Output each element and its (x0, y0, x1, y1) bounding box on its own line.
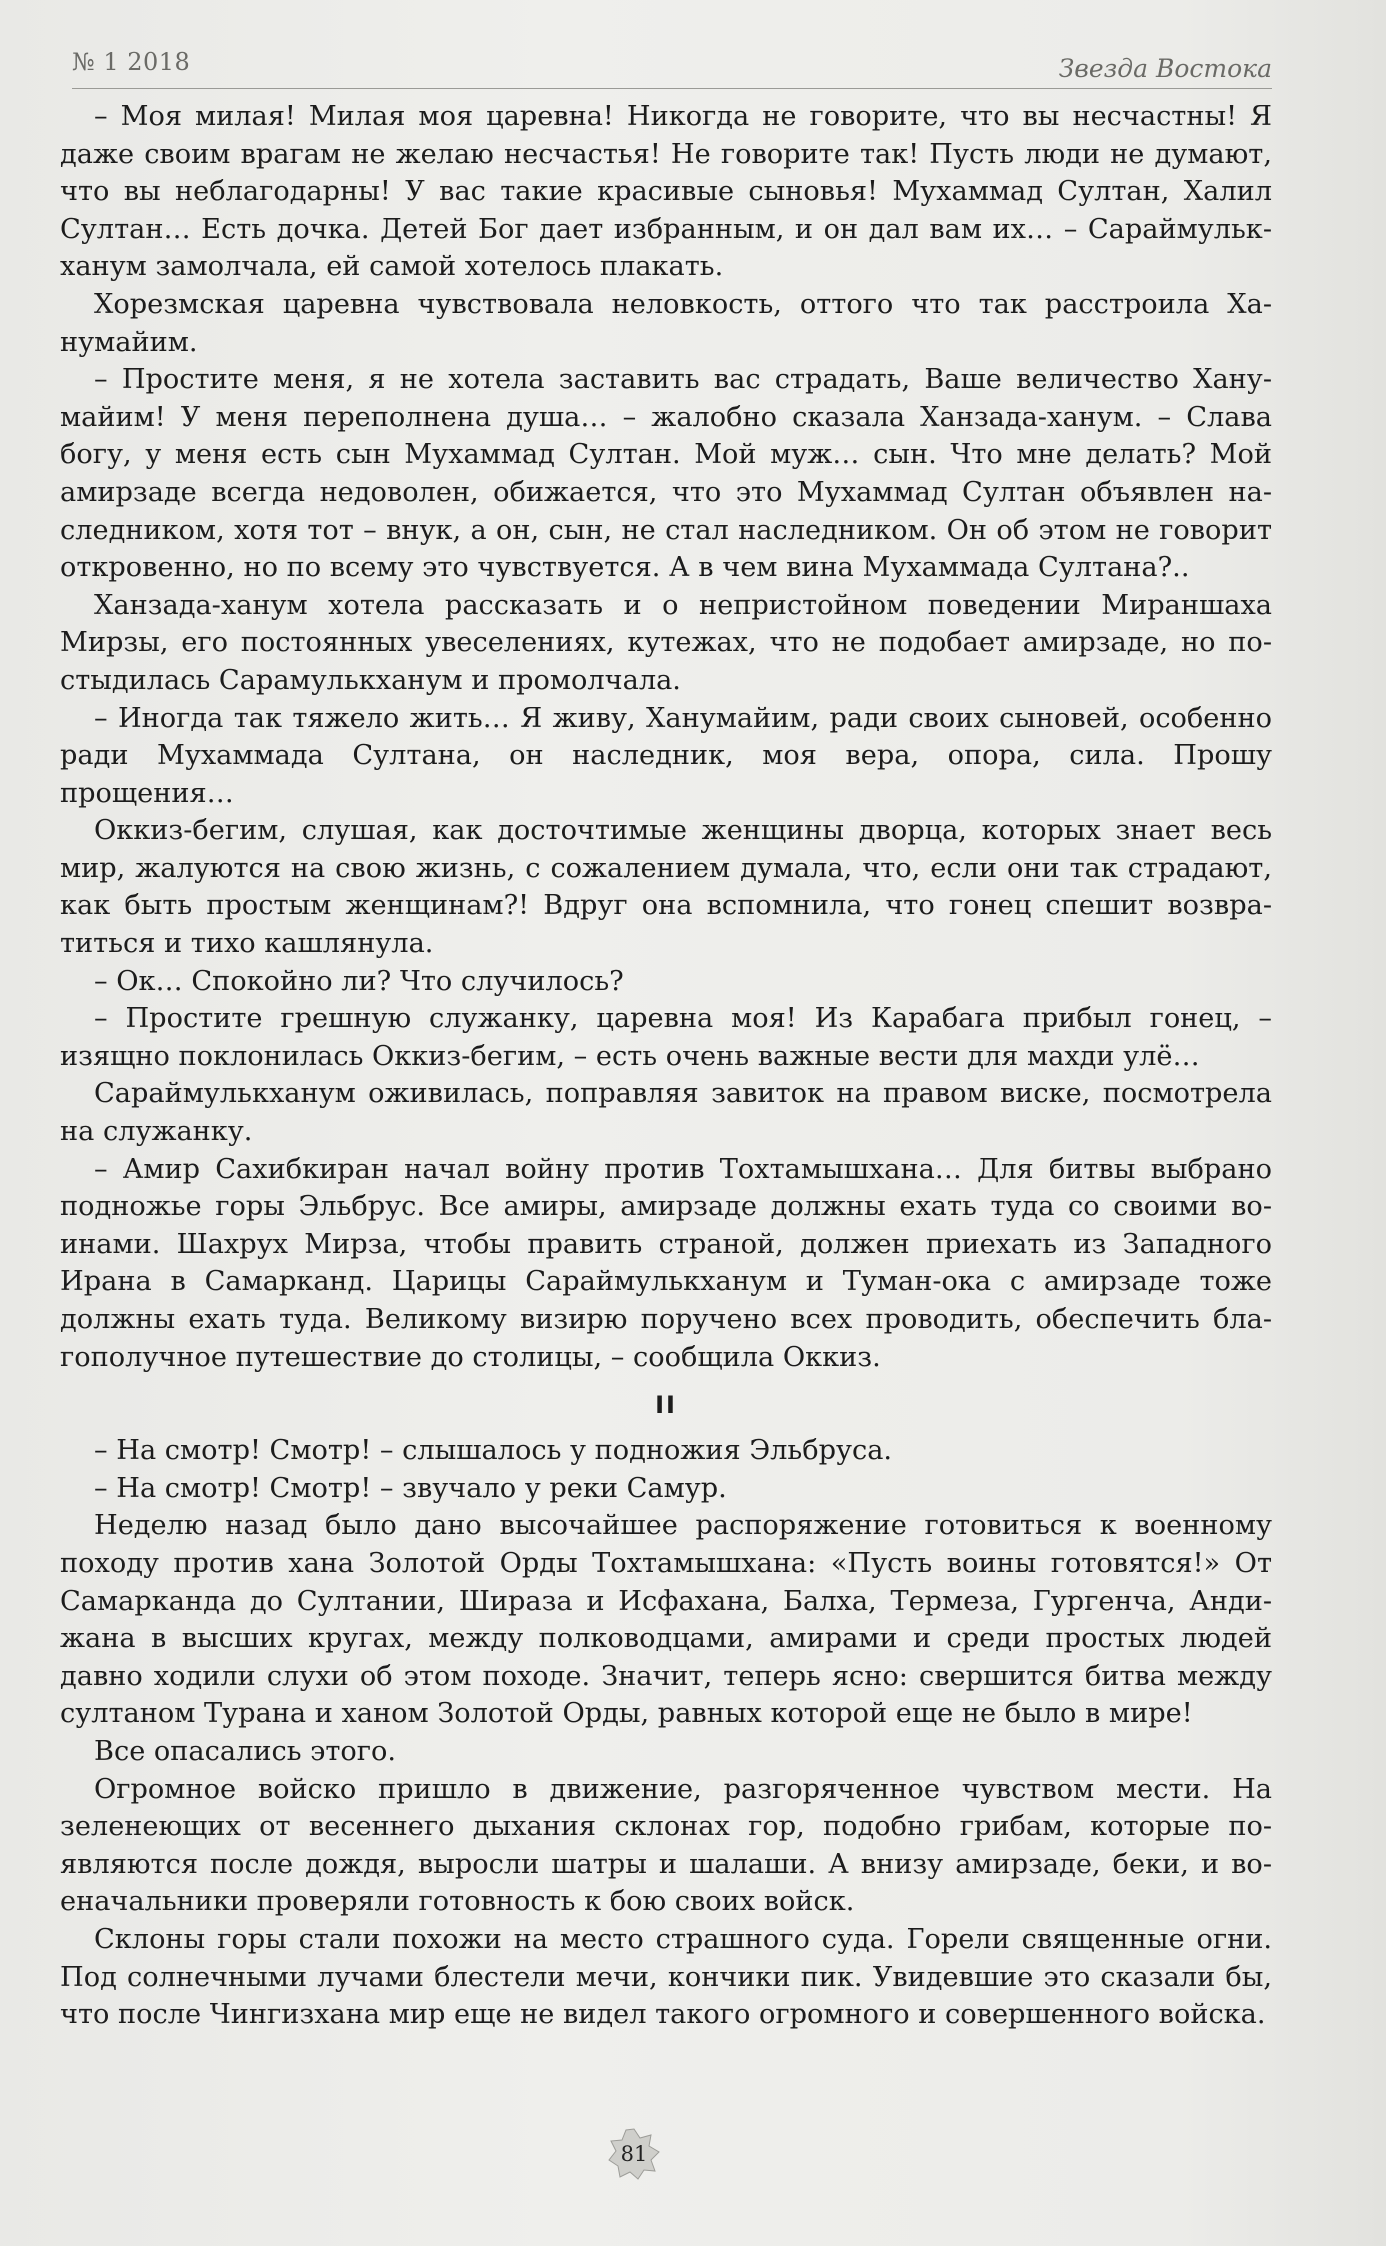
paragraph: Неделю назад было дано высочайшее распоряжение готовиться к военному походу против хана Золотой Орды Тохтамышхана: «Пусть воины готовятся!» От Самарканда до Султании, Шираза и Исфахана, Балха, Термеза, Гургенча, Андижана в высших кругах, между полководцами, амирами и среди простых людей давно ходили слухи об этом походе. Значит, теперь ясно: свершится битва между султаном Турана и ханом Золотой Орды, равных которой еще не было в мире! (60, 1510, 1272, 1730)
paragraph: Хорезмская царевна чувствовала неловкость, оттого что так расстроила Ханумайим. (60, 288, 1272, 358)
paragraph: – На смотр! Смотр! – слышалось у подножия Эльбруса. (94, 1435, 893, 1467)
paragraph: – Простите грешную служанку, царевна моя! Из Карабага прибыл гонец, – изящно поклонилась Оккиз-бегим, – есть очень важные вести для махди улё… (60, 1003, 1272, 1072)
paragraph: – На смотр! Смотр! – звучало у реки Самур. (94, 1472, 727, 1504)
paragraph: – Ок… Спокойно ли? Что случилось? (94, 965, 624, 997)
paragraph: Все опасались этого. (94, 1735, 397, 1767)
body-text (60, 98, 1272, 2034)
magazine-title: Звезда Востока (1058, 54, 1272, 83)
page-number: 81 (620, 2142, 648, 2166)
running-header (72, 40, 1272, 89)
paragraph: – Моя милая! Милая моя царевна! Никогда не говорите, что вы несчастны! Я даже своим врагам не желаю несчастья! Не говорите так! Пусть люди не думают, что вы неблагодарны! У вас такие красивые сыновья! Мухаммад Султан, Халил Султан… Есть дочка. Детей Бог дает избранным, и он дал вам их… – Сараймулькханум замолчала, ей самой хотелось плакать. (60, 101, 1272, 283)
paragraph: Сараймулькханум оживилась, поправляя завиток на правом виске, посмотрела на служанку. (60, 1078, 1272, 1148)
paragraph: – Амир Сахибкиран начал войну против Тохтамышхана… Для битвы выбрано подножье горы Эльбрус. Все амиры, амирзаде должны ехать туда со своими воинами. Шахрух Мирза, чтобы править страной, должен приехать из Западного Ирана в Самарканд. Царицы Сараймулькханум и Туман-ока с амирзаде тоже должны ехать туда. Великому визирю поручено всех проводить, обеспечить благополучное путешествие до столицы, – сообщила Оккиз. (60, 1153, 1272, 1373)
paragraph: Склоны горы стали похожи на место страшного суда. Горели священные огни. Под солнечными лучами блестели мечи, кончики пик. Увидевшие это сказали бы, что после Чингизхана мир еще не видел такого огромного и совершенного войска. (60, 1923, 1272, 2031)
paragraph: – Иногда так тяжело жить… Я живу, Ханумайим, ради своих сыновей, особенно ради Мухаммада Султана, он наследник, моя вера, опора, сила. Прошу прощения… (60, 702, 1272, 809)
paragraph: Огромное войско пришло в движение, разгоряченное чувством мести. На зеленеющих от весеннего дыхания склонах гор, подобно грибам, которые появляются после дождя, выросли шатры и шалаши. А внизу амирзаде, беки, и военачальники проверяли готовность к бою своих войск. (60, 1773, 1272, 1918)
issue-number: № 1 2018 (72, 48, 191, 76)
paragraph: Оккиз-бегим, слушая, как досточтимые женщины дворца, которых знает весь мир, жалуются на свою жизнь, с сожалением думала, что, если они так страдают, как быть простым женщинам?! Вдруг она вспомнила, что гонец спешит возвратиться и тихо кашлянула. (60, 815, 1272, 960)
paragraph: – Простите меня, я не хотела заставить вас страдать, Ваше величество Ханумайим! У меня переполнена душа… – жалобно сказала Ханзада-ханум. – Слава богу, у меня есть сын Мухаммад Султан. Мой муж… сын. Что мне делать? Мой амирзаде всегда недоволен, обижается, что это Мухаммад Султан объявлен наследником, хотя тот – внук, а он, сын, не стал наследником. Он об этом не говорит откровенно, но по всему это чувствуется. А в чем вина Мухаммада Султана?.. (60, 364, 1272, 584)
page-number-badge (608, 2128, 660, 2180)
section-number: II (655, 1391, 677, 1420)
paragraph: Ханзада-ханум хотела рассказать и о непристойном поведении Мираншаха Мирзы, его постоянных увеселениях, кутежах, что не подобает амирзаде, но постыдилась Сарамулькханум и промолчала. (60, 589, 1272, 696)
